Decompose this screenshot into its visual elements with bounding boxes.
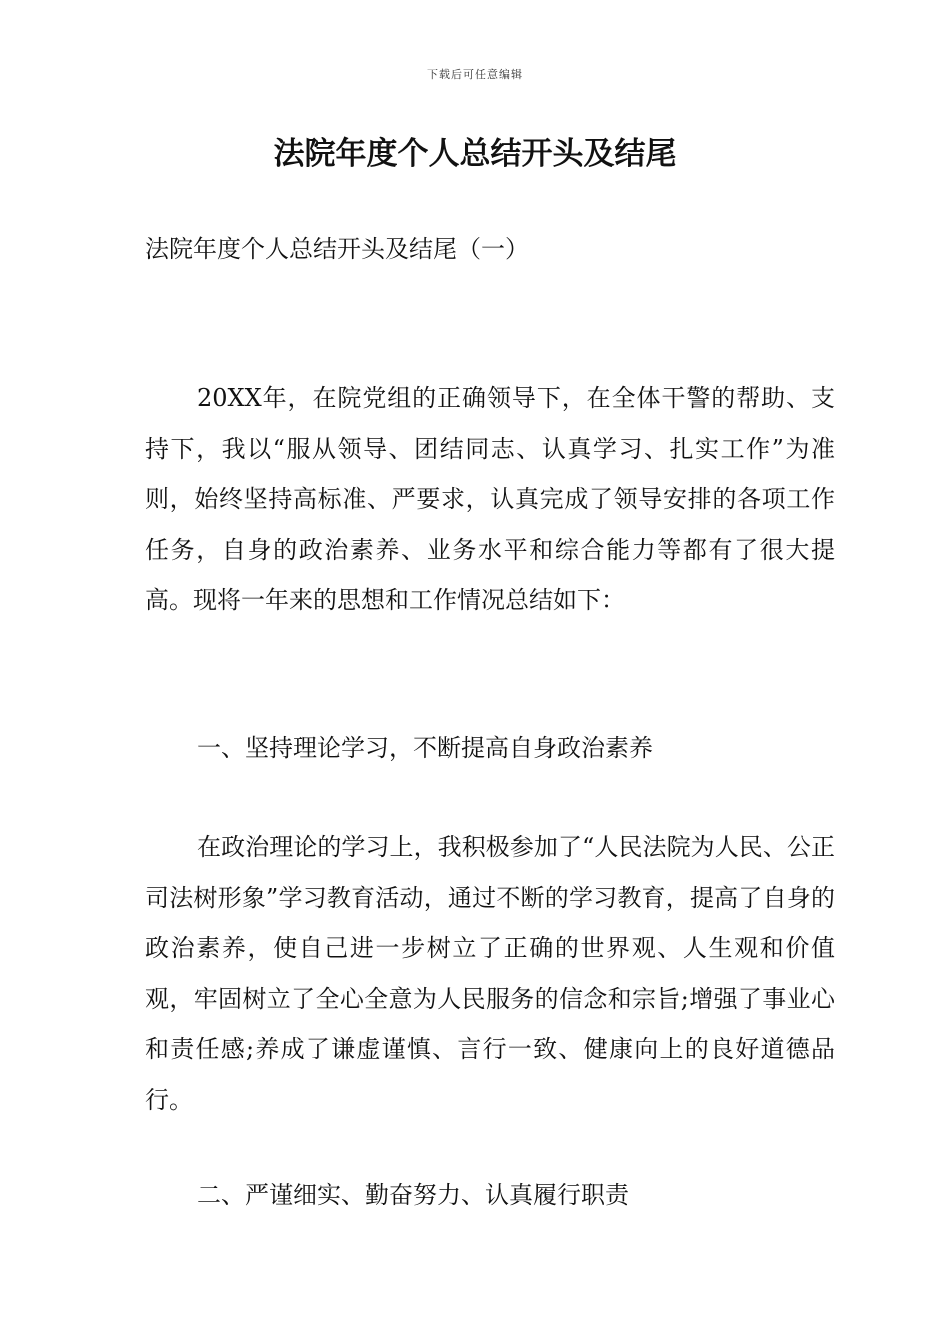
section-heading-1: 一、坚持理论学习，不断提高自身政治素养 — [197, 734, 653, 762]
section-heading-2: 二、严谨细实、勤奋努力、认真履行职责 — [197, 1181, 629, 1209]
header-note: 下载后可任意编辑 — [427, 68, 523, 81]
document-subtitle: 法院年度个人总结开头及结尾（一） — [145, 235, 529, 263]
intro-paragraph: 20XX年，在院党组的正确领导下，在全体干警的帮助、支持下，我以“服从领导、团结同志、认真学习、扎实工作”为准则，始终坚持高标准、严要求，认真完成了领导安排的各项工作任务，自身的政治素养、业务水平和综合能力等都有了很大提高。现将一年来的思想和工作情况总结如下： — [145, 384, 835, 614]
document-title: 法院年度个人总结开头及结尾 — [273, 136, 677, 172]
section-1-paragraph: 在政治理论的学习上，我积极参加了“人民法院为人民、公正司法树形象”学习教育活动，通过不断的学习教育，提高了自身的政治素养，使自己进一步树立了正确的世界观、人生观和价值观，牢固树立了全心全意为人民服务的信念和宗旨;增强了事业心和责任感;养成了谦虚谨慎、言行一致、健康向上的良好道德品行。 — [145, 833, 835, 1114]
